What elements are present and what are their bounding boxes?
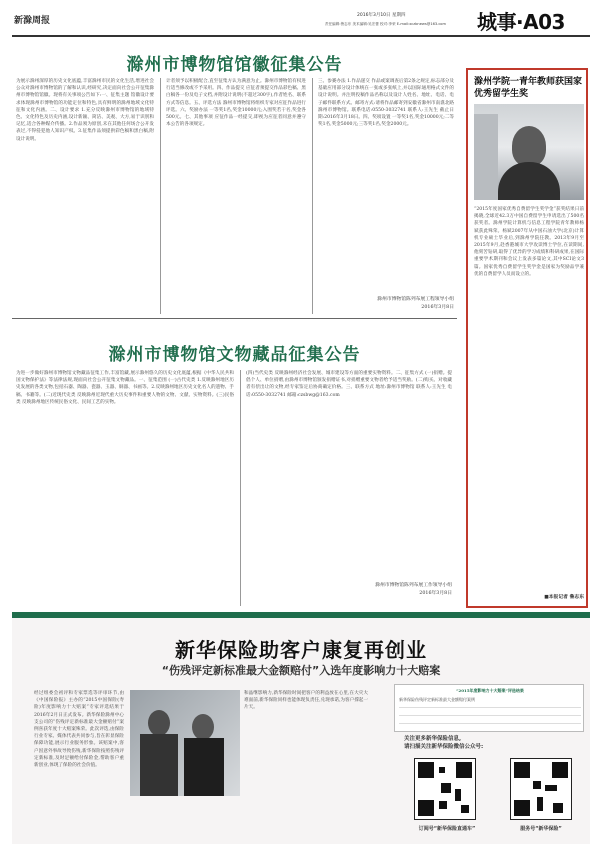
article-date: 2016年3月8日: [419, 591, 452, 596]
panel-rule: [399, 715, 581, 716]
col-divider: [240, 370, 241, 606]
editor-line: 责任编辑:鲁志东 美术编辑:吴宏蕾 校对:李荣 E-mail:xczbnews@163.com: [325, 22, 447, 26]
article-col-1: 为进一步做好滁州市博物馆文物藏品征集工作,丰富馆藏,展示滁州悠久的历史文化底蕴,根据《中华人民共和国文物保护法》等法律法规,现面向社会公开征集文物藏品。一、征集范围 (一)古代史类 1.反映滁州地区历史发展的各类文物,包括石器、陶器、瓷器、玉器、铜器、书画等。2.反映滁州地区历史文化名人的遗物、手稿、书籍等。(二)近现代史类 反映滁州近现代重大历史事件和重要人物的文物、文献、实物资料。(三)民俗类 反映滁州地区传统民俗文化、民间工艺的实物。: [16, 371, 234, 405]
article-title: 滁州市博物馆文物藏品征集公告: [108, 345, 361, 365]
photo-figure: [512, 126, 546, 166]
qr-label: 订阅号“新华保险直通车”: [418, 826, 476, 832]
article-col-2: (四)当代史类 反映滁州经济社会发展、城市建设等方面的重要实物资料。二、征集方式 (一)捐赠。提倡个人、单位捐赠,由滁州市博物馆颁发捐赠证书,对捐赠重要文物者给予适当奖励。(二)购买。对收藏者有偿出让的文物,经专家鉴定后协商确定价格。三、联系方式 地址:滁州市博物馆 联系人:王先生 电话:0550-3032741 邮箱:czsbwg@163.com: [246, 371, 452, 398]
teacher-photo: [474, 104, 584, 200]
photo-figure: [184, 738, 224, 796]
article-divider: [12, 318, 457, 319]
sidebar-text: “2015年度国家优秀自费留学生奖学金”获奖结果日前揭晓,全球近42.3万中国自费留学生申请选出了500名获奖者。滁州学院计算机与信息工程学院青年教师杨斌获此殊荣。杨斌2007年从中国石油大学(北京)计算机专业硕士毕业后,到滁州学院任教。2013年9月至2015年9月,赴香港城市大学攻读博士学位,在读期间,他刻苦钻研,取得了优异的学习成绩和科研成果,在国际重要学术期刊和会议上发表多篇论文,其中SCI论文3篇。国家优秀自费留学生奖学金是国家为奖励品学兼优的自费留学人员而设立的。: [474, 207, 584, 277]
insurance-ad: [12, 612, 590, 844]
photo-figure: [498, 162, 560, 200]
qr-code-service[interactable]: [510, 758, 572, 820]
ad-headline: 新华保险助客户康复再创业: [175, 638, 427, 662]
col-divider: [312, 78, 313, 314]
photo-figure: [474, 114, 498, 200]
ad-subheadline: “伤残评定新标准最大金额赔付”入选年度影响力十大赔案: [161, 664, 441, 677]
ad-body: 经过组委会初评和专家票选等评审环节,由《中国保险报》主办的“2015中国保险(寿险)年度影响力十大赔案”专家评选结果于2016年2月日正式发布。新华保险滁州中心支公司的“伤残评定新标准最大金额赔付”案例喜获年度十大赔案殊荣。此次评选,由保险行业专家、媒体代表共同参与,旨在彰显保险保障功能,展示行业服务形象。该赔案中,客户因意外事故导致伤残,新华保险按照伤残评定新标准,及时足额给付保险金,帮助客户重新创业,体现了保险的社会价值。: [34, 691, 124, 769]
panel-rule: [399, 707, 581, 708]
col-divider: [160, 78, 161, 314]
article-relic-call: [12, 320, 457, 610]
photo-figure: [192, 714, 214, 740]
article-signature: 滁州市博物馆陈列布展工作领导小组: [375, 583, 452, 588]
ad-result-panel: [394, 684, 584, 732]
qr-label: 服务号“新华保险”: [520, 826, 562, 832]
header-divider: [12, 35, 590, 37]
sidebar-story: [466, 68, 588, 608]
article-col-1: 为展示滁州深厚的历史文化底蕴,丰富滁州市民的文化生活,增进社会公众对滁州市博物馆的了解和认识,经研究,决定面向社会公开征集滁州市博物馆馆徽。现将有关事项公告如下:一、征集主题 馆徽设计要求体现滁州市博物馆的功能定位和特色,具有鲜明的滁州地域文化特征和文化内涵。二、设计要求 1.充分反映滁州市博物馆的地域特色、文化特色及历史内涵,设计新颖、简洁、美观、大方,易于识别和记忆,适合各种媒介传播。2.作品须为原创,未在其他任何场合公开发表过,不得侵犯他人知识产权。3.征集作品须提供彩色稿和黑白稿,附设计说明。: [16, 79, 154, 142]
photo-figure: [148, 710, 170, 736]
qr-code-subscription[interactable]: [414, 758, 476, 820]
article-col-3: 三、参赛办法 1.作品递交 作品或案调查后第2条之规定,标志部分及基础应用部分设计体统在一张或多张纸上,并以国际通用格式文件的设计说明。并注明投稿作品名称以及设计人姓名、地址、电话、电子邮件联系方式。邮寄方式:请将作品邮寄到安徽省滁州市南谯北路滁州市博物馆。联系电话:0550-3032741 联系人:王先生 截止日期:2016年3月18日。四、奖项设置 一等奖1名,奖金10000元;二等奖1名,奖金5000元;三等奖1名,奖金2000元。: [318, 79, 454, 128]
section-title: 城事·A03: [477, 10, 565, 34]
article-col-2: 计者须予以积极配合,直至征集方认为满意为止。滁州市博物馆有权进行适当修改或不予采用。四、作品提交 应征者须提交作品彩色稿、黑白稿各一份及电子文档,并附设计说明(不超过300字),作者姓名、联系方式等信息。五、评选方法 滁州市博物馆将组织专家对应征作品进行评选。六、奖励办法 一等奖1名,奖金10000元;入围奖若干名,奖金各500元。七、其他事项 应征作品一经提交,即视为应征者同意并遵守本公告的各项规定。: [166, 79, 306, 128]
sidebar-byline: ■本报记者 鲁志东: [544, 594, 584, 600]
panel-line: 新华保险伤残评定新标准最大金额赔付案例: [399, 697, 475, 702]
panel-rule: [399, 723, 581, 724]
article-emblem-call: [12, 38, 457, 316]
paper-name: 新滁周报: [14, 16, 51, 26]
edition-info: 2016年3月10日 星期四: [357, 13, 406, 18]
article-title: 滁州市博物馆馆徽征集公告: [126, 55, 343, 75]
sidebar-title: 滁州学院一青年教师获国家优秀留学生奖: [474, 77, 583, 99]
ad-caption: 和晶继影响力,新华保险时间把客户的利益放在心里,在大灾大难面前,新华保险同样也能体现负责任,兑现承诺,为客户撑起一片天。: [244, 691, 368, 711]
page-header: [0, 0, 600, 36]
photo-figure: [140, 734, 178, 796]
ad-cta-line-2: 请扫描关注新华保险微信公众号:: [404, 744, 484, 750]
panel-head: “2015年度影响力十大赔案”评选结果: [456, 688, 524, 693]
article-signature: 滁州市博物馆陈列布展工程领导小组: [377, 297, 454, 302]
ad-photo: [130, 690, 240, 796]
article-date: 2016年3月8日: [421, 305, 454, 310]
ad-cta-line-1: 关注更多新华保险信息,: [404, 736, 462, 742]
